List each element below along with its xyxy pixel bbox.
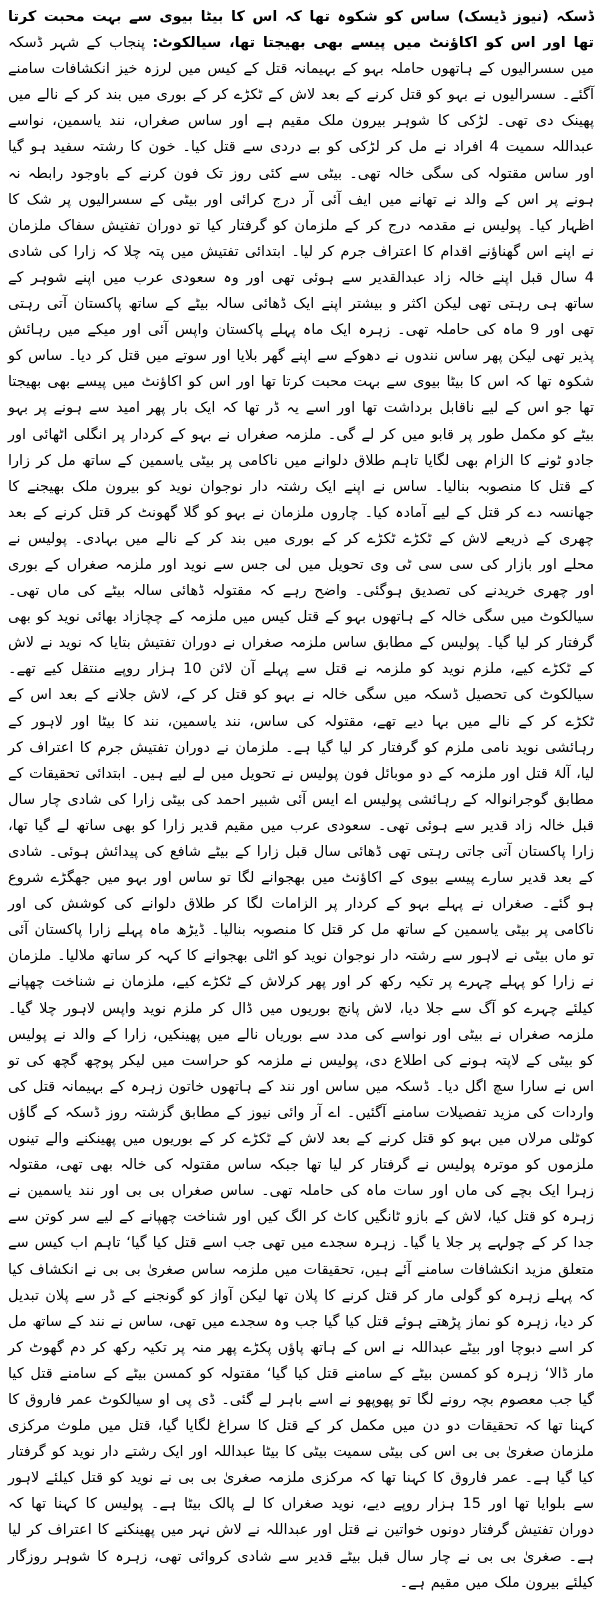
article-lead: ڈسکہ (نیوز ڈیسک) ساس کو شکوہ تھا کہ اس کا بیٹا بیوی سے بہت محبت کرتا تھا اور اس کو اکاؤنٹ میں پیسے بھی بھیجتا تھا، سیالکوٹ: <box>8 9 595 52</box>
article-body <box>8 4 594 1596</box>
article-text: پنجاب کے شہر ڈسکہ میں سسرالیوں کے ہاتھوں حاملہ بہو کے بہیمانہ قتل کے کیس میں لرزہ خیز انکشافات سامنے آگئے۔ سسرالیوں نے بہو کو قتل کرنے کے بعد لاش کے ٹکڑے کر کے بوری میں بند کر کے نالے میں پھینک دی تھی۔ لڑکی کا شوہر بیرون ملک مقیم ہے اور ساس صغراں، نند یاسمین، نواسے عبداللہ سمیت 4 افراد نے مل کر لڑکی کو بے دردی سے قتل کیا۔ خون کا رشتہ سفید ہو گیا اور ساس مقتولہ کی سگی خالہ تھی۔ بیٹی سے کئی روز تک فون کرنے کے باوجود رابطہ نہ ہونے پر اس کے والد نے تھانے میں ایف آئی آر درج کرائی اور بیٹی کے سسرالیوں پر شک کا اظہار کیا۔ پولیس نے مقدمہ درج کر کے ملزمان کو گرفتار کیا تو دوران تفتیش سفاک ملزمان نے اپنے اس گھناؤنے اقدام کا اعتراف جرم کر لیا۔ ابتدائی تفتیش میں پتہ چلا کہ زارا کی شادی 4 سال قبل اپنے خالہ زاد عبدالقدیر سے ہوئی تھی اور وہ سعودی عرب میں اپنے شوہر کے ساتھ ہی رہتی تھی لیکن اکثر و بیشتر اپنے ایک ڈھائی سالہ بیٹے کے ساتھ پاکستان آتی رہتی تھی اور 9 ماہ کی حاملہ تھی۔ زہرہ ایک ماہ پہلے پاکستان واپس آئی اور میکے میں رہائش پذیر تھی لیکن پھر ساس نندوں نے دھوکے سے اپنے گھر بلایا اور سوتے میں قتل کر دیا۔ ساس کو شکوہ تھا کہ اس کا بیٹا بیوی سے بہت محبت کرتا تھا اور اس کو اکاؤنٹ میں پیسے بھی بھیجتا تھا جو اس کے لیے ناقابل برداشت تھا اور اسے یہ ڈر تھا کہ ایک بار پھر امید سے ہونے پر بہو بیٹے کو مکمل طور پر قابو میں کر لے گی۔ ملزمہ صغراں نے بہو کے کردار پر انگلی اٹھائی اور جادو ٹونے کا الزام بھی لگایا تاہم طلاق دلوانے میں ناکامی پر بیٹی یاسمین کے ساتھ مل کر زارا کے قتل کا منصوبہ بنالیا۔ ساس نے اپنے ایک رشتہ دار نوجوان نوید کو بیرون ملک بھیجنے کا جھانسہ دے کر قتل کے لیے آمادہ کیا۔ چاروں ملزمان نے بہو کو گلا گھونٹ کر قتل کرنے کے بعد چھری کے ذریعے لاش کے ٹکڑے ٹکڑے کر کے بوری میں بند کر کے نالے میں بہادی۔ پولیس نے محلے اور بازار کی سی سی ٹی وی تحویل میں لی جس سے نوید اور ملزمہ صغراں کے بوری اور چھری خریدنے کی تصدیق ہوگئی۔ واضح رہے کہ مقتولہ ڈھائی سالہ بیٹے کی ماں تھی۔ سیالکوٹ میں سگی خالہ کے ہاتھوں بہو کے قتل کیس میں ملزمہ کے چچازاد بھائی نوید کو بھی گرفتار کر لیا گیا۔ پولیس کے مطابق ساس ملزمہ صغراں نے دوران تفتیش بتایا کہ نوید نے لاش کے ٹکڑے کیے، ملزم نوید کو ملزمہ نے قتل سے پہلے آن لائن 10 ہزار روپے منتقل کیے تھے۔ سیالکوٹ کی تحصیل ڈسکہ میں سگی خالہ نے بہو کو قتل کر کے، لاش جلانے کے بعد اس کے ٹکڑے کر کے نالے میں بہا دیے تھے، مقتولہ کی ساس، نند یاسمین، نند کا بیٹا اور لاہور کے رہائشی نوید نامی ملزم کو گرفتار کر لیا گیا ہے۔ ملزمان نے دوران تفتیش جرم کا اعتراف کر لیا، آلۂ قتل اور ملزمہ کے دو موبائل فون پولیس نے تحویل میں لے لیے ہیں۔ ابتدائی تحقیقات کے مطابق گوجرانوالہ کے رہائشی پولیس اے ایس آئی شبیر احمد کی بیٹی زارا کی شادی چار سال قبل خالہ زاد قدیر سے ہوئی تھی۔ سعودی عرب میں مقیم قدیر زارا کو بھی ساتھ لے گیا تھا، زارا پاکستان آتی جاتی رہتی تھی ڈھائی سال قبل زارا کے بیٹے شافع کی پیدائش ہوئی۔ شادی کے بعد قدیر سارے پیسے بیوی کے اکاؤنٹ میں بھجوانے لگا تو ساس اور بہو میں جھگڑے شروع ہو گئے۔ صغراں نے پہلے بہو کے کردار پر الزامات لگا کر طلاق دلوانے کی کوشش کی اور ناکامی پر بیٹی یاسمین کے ساتھ مل کر قتل کا منصوبہ بنالیا۔ ڈیڑھ ماہ پہلے زارا پاکستان آئی تو ماں بیٹی نے لاہور سے رشتہ دار نوجوان نوید کو اٹلی بھجوانے کا کہہ کر ساتھ ملالیا۔ ملزمان نے زارا کو پہلے چہرے پر تکیہ رکھ کر اور پھر کرلاش کے ٹکڑے کیے، ملزمان نے شناخت چھپانے کیلئے چہرے کو آگ سے جلا دیا، لاش پانچ بوریوں میں ڈال کر ملزم نوید واپس لاہور چلا گیا۔ ملزمہ صغراں نے بیٹی اور نواسے کی مدد سے بوریاں نالے میں پھینکیں، زارا کے والد نے پولیس کو بیٹی کے لاپتہ ہونے کی اطلاع دی، پولیس نے ملزمہ کو حراست میں لیکر پوچھ گچھ کی تو اس نے سارا سچ اگل دیا۔ ڈسکہ میں ساس اور نند کے ہاتھوں خاتون زہرہ کے بہیمانہ قتل کی واردات کی مزید تفصیلات سامنے آگئیں۔ اے آر وائی نیوز کے مطابق گزشتہ روز ڈسکہ کے گاؤں کوٹلی مرلاں میں بہو کو قتل کرنے کے بعد لاش کے ٹکڑے کر کے بوریوں میں پھینکنے والے تینوں ملزموں کو موترہ پولیس نے گرفتار کر لیا تھا جبکہ ساس مقتولہ کی خالہ بھی تھی، مقتولہ زہرا ایک بچے کی ماں اور سات ماہ کی حاملہ تھی۔ ساس صغراں بی بی اور نند یاسمین نے زہرہ کو قتل کیا، لاش کے بازو ٹانگیں کاٹ کر الگ کیں اور شناخت چھپانے کے لیے سر کوتن سے جدا کر کے چولہے پر جلا یا گیا۔ زہرہ سجدے میں تھی جب اسے قتل کیا گیا‘ تاہم اب کیس سے متعلق مزید انکشافات سامنے آئے ہیں، تحقیقات میں ملزمہ ساس صغریٰ بی بی نے انکشاف کیا کہ پہلے زہرہ کو گولی مار کر قتل کرنے کا پلان تھا لیکن آواز کو گونجنے کے ڈر سے پلان تبدیل کر دیا، زہرہ کو نماز پڑھتے ہوئے قتل کیا گیا جب وہ سجدے میں تھی، ساس نے نند کے ساتھ مل کر اسے دبوچا اور بیٹے عبداللہ نے اس کے ہاتھ پاؤں پکڑے پھر منہ پر تکیہ رکھ کر دم گھوٹ کر مار ڈالا‘ زہرہ کو کمسن بیٹے کے سامنے قتل کیا گیا‘ مقتولہ کو کمسن بیٹے کے سامنے قتل کیا گیا جب معصوم بچہ رونے لگا تو پھوپھو نے اسے باہر لے گئی۔ ڈی پی او سیالکوٹ عمر فاروق کا کہنا تھا کہ تحقیقات دو دن میں مکمل کر کے قتل کا سراغ لگایا گیا، قتل میں ملوث مرکزی ملزمان صغریٰ بی بی اس کی بیٹی سمیت بیٹی کا بیٹا عبداللہ اور ایک رشتے دار نوید کو گرفتار کیا گیا ہے۔ عمر فاروق کا کہنا تھا کہ مرکزی ملزمہ صغریٰ بی بی نے نوید کو قتل کیلئے لاہور سے بلوایا تھا اور 15 ہزار روپے دیے، نوید صغراں کا لے پالک بیٹا ہے۔ پولیس کا کہنا تھا کہ دوران تفتیش گرفتار دونوں خواتین نے قتل اور عبداللہ نے لاش نہر میں پھینکنے کا اعتراف کر لیا ہے۔ صغریٰ بی بی نے چار سال قبل بیٹے قدیر سے شادی کروائی تھی، زہرہ کا شوہر روزگار کیلئے بیرون ملک میں مقیم ہے۔ <box>8 35 594 1591</box>
